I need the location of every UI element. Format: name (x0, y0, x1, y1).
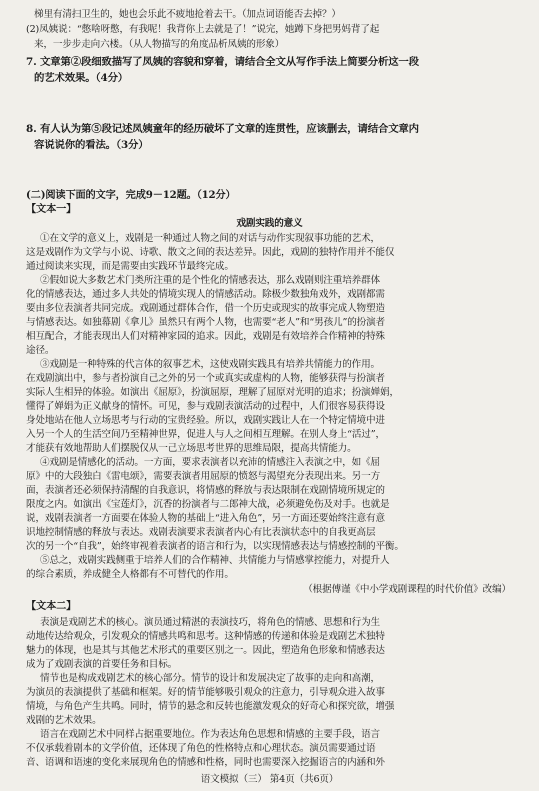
question-8: 8. 有人认为第⑤段记述凤姨童年的经历破坏了文章的连贯性，应该删去，请结合文章内 (26, 123, 419, 135)
paragraph-line: 原》中的大段独白《雷电颂》，需要表演者用屈原的愤怒与渴望充分表现出来。另一方 (26, 471, 381, 482)
paragraph-line: 情境，与角色产生共鸣。同时，情节的悬念和反转也能激发观众的好奇心和探究欲，增强 (26, 701, 395, 712)
question-7-cont: 的艺术效果。（4分） (34, 72, 129, 84)
paragraph-line: 音、语调和语速的变化来展现角色的情感和性格，同时也需要深入挖掘语言的内涵和外 (26, 757, 385, 768)
paragraph-line: 表演是戏剧艺术的核心。演员通过精湛的表演技巧，将角色的情感、思想和行为生 (40, 617, 380, 628)
article-title: 戏剧实践的意义 (236, 218, 303, 229)
paragraph-line: 的综合素质，养成健全人格都有不可替代的作用。 (26, 569, 234, 580)
paragraph-line: 语言在戏剧艺术中同样占据重要地位。作为表达角色思想和情感的主要手段，语言 (40, 729, 380, 740)
paragraph-line: 面，表演者还必须保持清醒的自我意识，将情感的释放与表达限制在戏剧情境所规定的 (26, 485, 385, 496)
paragraph-line: 在戏剧演出中，参与者扮演自己之外的另一个或真实或虚构的人物，能够获得与扮演者 (26, 373, 385, 384)
text-one-label: 【文本一】 (26, 203, 77, 215)
paragraph-line: ①在文学的意义上，戏剧是一种通过人物之间的对话与动作实现叙事功能的艺术， (40, 233, 380, 244)
paragraph-line: 相互配合，才能表现出人们对精神家园的追求。因此，戏剧是有效培养合作精神的特殊 (26, 331, 385, 342)
paragraph-line: 限度之内。如演出《宝莲灯》，沉香的扮演者与二郎神大战，必须避免伤及对手。也就是 (26, 499, 390, 510)
paragraph-line: 识地控制情感的释放与表达。戏剧表演要求表演者内心有比表演状态中的自我更高层 (26, 527, 376, 538)
text-line: 梯里有清扫卫生的，她也会乐此不疲地抢着去干。（加点词语能否去掉？） (34, 9, 341, 20)
question-6-2-line: (2)凤姨说：“憋啥呀憋，有我呢！我背你上去就是了！”说完，她蹲下身把男妈背了起 (26, 24, 380, 35)
paragraph-line: 魅力的体现，也是其与其他艺术形式的重要区别之一。因此，塑造角色形象和情感表达 (26, 645, 385, 656)
text-line: 来，一步步走向六楼。（从人物描写的角度品析凤姨的形象） (34, 39, 285, 50)
page-footer: 语文模拟（三） 第4页（共6页） (200, 774, 339, 785)
paragraph-line: 实际人生相异的体验。如演出《屈原》，扮演屈原，理解了屈原对光明的追求；扮演婵娟， (26, 387, 399, 398)
paragraph-line: ②假如说大多数艺术门类所注重的是个性化的情感表达，那么戏剧则注重培养群体 (40, 275, 380, 286)
paragraph-line: 说，戏剧表演者一方面要在体验人物的基础上“进入角色”，另一方面还要始终注意有意 (26, 513, 385, 524)
paragraph-line: 情节也是构成戏剧艺术的核心部分。情节的设计和发展决定了故事的走向和高潮， (40, 673, 380, 684)
paragraph-line: ④戏剧是情感化的活动。一方面，要求表演者以充沛的情感注入表演之中，如《屈 (40, 457, 380, 468)
paragraph-line: 动地传达给观众，引发观众的情感共鸣和思考。这种情感的传递和体验是戏剧艺术独特 (26, 631, 385, 642)
paragraph-line: 为演员的表演提供了基础和框架。好的情节能够吸引观众的注意力，引导观众进入故事 (26, 687, 385, 698)
question-7: 7. 文章第②段细致描写了凤姨的容貌和穿着，请结合全文从写作手法上简要分析这一段 (26, 56, 419, 68)
question-8-cont: 容说说你的看法。（3分） (34, 139, 149, 151)
paragraph-line: 入另一个人的生活空间乃至精神世界，促进人与人之间相互理解。在别人身上“活过”， (26, 429, 385, 440)
paragraph-line: 化的情感表达，通过多人共处的情境实现人的情感活动。除极少数独角戏外，戏剧都需 (26, 289, 385, 300)
paragraph-line: ⑤总之，戏剧实践侧重于培养人们的合作精神、共情能力与情感掌控能力，对提升人 (40, 555, 390, 566)
source-note: （根据傅谨《中小学戏剧课程的时代价值》改编） (303, 584, 511, 595)
paragraph-line: 途径。 (26, 345, 55, 356)
paragraph-line: 戏剧的艺术效果。 (26, 715, 102, 726)
section-heading: (二)阅读下面的文字，完成9－12题。（12分） (26, 189, 236, 201)
paragraph-line: 不仅承载着剧本的文学价值，还体现了角色的性格特点和心理状态。演员需要通过语 (26, 743, 376, 754)
paragraph-line: 才能获有效地帮助人们摆脱仅从一己立场思考世界的思维局限，提高共情能力。 (26, 443, 357, 454)
paragraph-line: 成为了戏剧表演的首要任务和目标。 (26, 659, 178, 670)
paragraph-line: ③戏剧是一种特殊的代言体的叙事艺术，这使戏剧实践具有培养共情能力的作用。 (40, 359, 380, 370)
text-two-label: 【文本二】 (26, 600, 77, 612)
paragraph-line: 这是戏剧作为文学与小说、诗歌、散文之间的表达差异。因此，戏剧的独特作用并不能仅 (26, 247, 395, 258)
paragraph-line: 身处地站在他人立场思考与行动的宝贵经验。所以，戏剧实践让人在一个特定情境中进 (26, 415, 385, 426)
paragraph-line: 次的另一个“自我”，始终审视着表演者的语言和行为，以实现情感表达与情感控制的平衡。 (26, 541, 404, 552)
paragraph-line: 懂得了婵娟为正义献身的情怀。可见，参与戏剧表演活动的过程中，人们很容易获得设 (26, 401, 385, 412)
paragraph-line: 要由多位表演者共同完成。戏剧通过群体合作，借一个历史或现实的故事完成人物塑造 (26, 303, 385, 314)
paragraph-line: 通过阅读来实现，而是需要由实践环节最终完成。 (26, 261, 234, 272)
paragraph-line: 与情感表达。如独幕剧《拿儿》虽然只有两个人物，也需要“老人”和“男孩儿”的扮演者 (26, 317, 385, 328)
